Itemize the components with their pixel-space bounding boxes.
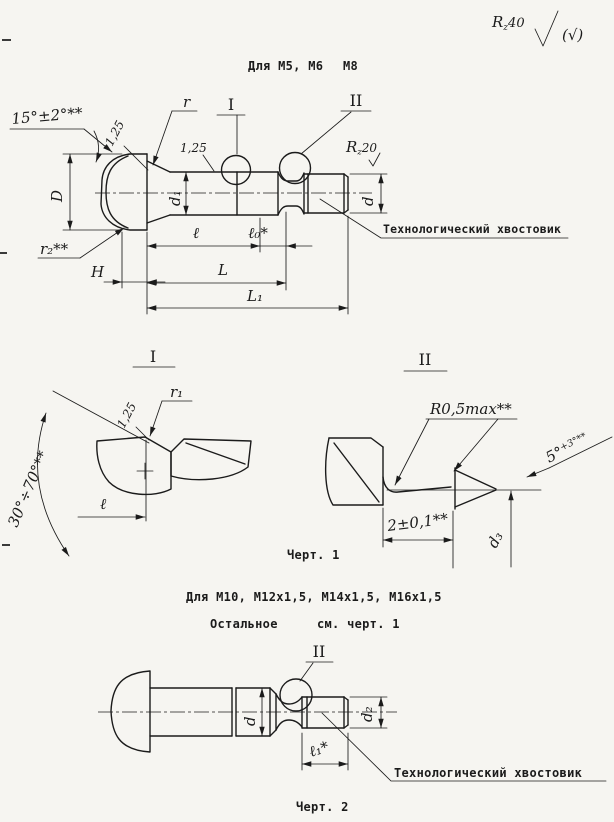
fig2-d2-label: d₂ bbox=[358, 706, 376, 722]
detail-I-callout: I bbox=[227, 95, 235, 114]
r1-label: r₁ bbox=[170, 383, 184, 401]
head-cone-bottom bbox=[147, 215, 170, 223]
cone-angle-label: 5°$^{+3^\circ**}$ bbox=[542, 430, 589, 467]
fig2-tail-note-label: Технологический хвостовик bbox=[394, 766, 583, 780]
fig2-detail-II-leader bbox=[300, 663, 313, 681]
cone-angle-leader bbox=[527, 468, 549, 477]
roughness-check-icon bbox=[535, 11, 558, 46]
fig2-head bbox=[111, 671, 150, 752]
R05-label: R0,5max** bbox=[430, 400, 512, 418]
angle-label: 30°÷70°** bbox=[4, 448, 53, 530]
detail-I-chamfer-label: 1,25 bbox=[114, 400, 140, 431]
cone-bottom-slope bbox=[455, 490, 496, 507]
chamfer-b-leader bbox=[203, 155, 214, 171]
fig1-caption: Черт. 1 bbox=[287, 548, 340, 562]
rz20-label: Rz20 bbox=[346, 138, 378, 158]
detail-I-right-piece bbox=[171, 439, 251, 480]
l0-label: ℓ₀* bbox=[248, 224, 268, 242]
fig2-caption: Черт. 2 bbox=[296, 800, 349, 814]
detail-I-left-piece bbox=[97, 437, 171, 494]
surface-roughness-note bbox=[491, 11, 583, 46]
fig1-bolt-view bbox=[95, 153, 372, 231]
detail-I-l-label: ℓ bbox=[100, 495, 107, 513]
l-label: ℓ bbox=[192, 224, 200, 242]
fig2-l1-label: ℓ₁* bbox=[306, 737, 332, 761]
detail-circle-I bbox=[222, 156, 251, 185]
fig2 bbox=[98, 590, 606, 814]
head-cone-top bbox=[147, 161, 170, 172]
r1-leader bbox=[150, 401, 162, 436]
chamfer-a-label: 1,25 bbox=[102, 118, 128, 149]
L1-label: L₁ bbox=[247, 287, 263, 305]
fig2-bolt-view bbox=[98, 671, 397, 752]
angle-ray bbox=[53, 391, 149, 443]
head-angle-label: 15°±2°** bbox=[10, 103, 84, 128]
detail-II-break-line bbox=[334, 443, 379, 502]
fig2-detail-circle-II bbox=[280, 679, 312, 711]
H-label: H bbox=[91, 263, 105, 281]
cone-top-slope bbox=[455, 470, 496, 489]
detail-I-break-line bbox=[186, 443, 245, 464]
angle-arc bbox=[37, 413, 69, 556]
w2-label: 2±0,1** bbox=[386, 509, 450, 535]
fig1-detail-I bbox=[4, 347, 251, 556]
head-outline bbox=[101, 154, 147, 230]
d1-label: d₁ bbox=[166, 190, 184, 206]
chamfer-b-label: 1,25 bbox=[180, 141, 207, 155]
D-label: D bbox=[48, 189, 66, 202]
detail-II-top-edge bbox=[329, 438, 383, 447]
fig1-detail-II bbox=[326, 350, 612, 568]
head-dome-arc bbox=[106, 156, 128, 228]
r2-leader bbox=[80, 228, 124, 258]
R05-leader-a bbox=[395, 419, 429, 485]
r-leader bbox=[153, 111, 172, 165]
fig2-thread-corner-top bbox=[270, 688, 276, 694]
fig1 bbox=[4, 59, 612, 568]
fig2-thread-corner-bottom bbox=[270, 730, 276, 736]
detail-II-leader bbox=[301, 112, 351, 154]
d3-label: d₃ bbox=[483, 528, 507, 551]
head-angle-arc bbox=[94, 131, 99, 162]
roughness-paren-check: (√) bbox=[562, 26, 584, 44]
chamfer-a-leader bbox=[124, 146, 148, 170]
R05-leader-b bbox=[454, 419, 498, 471]
rz40-label: $R_z40$ bbox=[492, 13, 525, 33]
detail-II-title: II bbox=[418, 350, 432, 369]
scan-marks bbox=[0, 40, 11, 545]
d-label: d bbox=[359, 196, 377, 206]
fig1-title: Для М5, М6 М8 bbox=[248, 59, 359, 73]
detail-II-callout: II bbox=[349, 91, 363, 110]
fig1-dimensions bbox=[10, 91, 568, 314]
tail-note-label: Технологический хвостовик bbox=[383, 222, 562, 236]
r2-label: r₂** bbox=[40, 240, 69, 258]
r-label: r bbox=[183, 93, 191, 111]
fig2-neck-bottom bbox=[276, 720, 302, 730]
fig2-title: Для М10, М12х1,5, М14х1,5, М16х1,5 bbox=[186, 590, 442, 604]
fig2-d-label: d bbox=[241, 716, 259, 726]
groove-bottom bbox=[278, 206, 304, 215]
L-label: L bbox=[218, 261, 228, 279]
detail-circle-II bbox=[280, 153, 311, 184]
detail-I-title: I bbox=[149, 347, 157, 366]
fig2-detail-II-callout: II bbox=[312, 642, 326, 661]
fig2-subtitle: Остальное см. черт. 1 bbox=[210, 617, 400, 631]
